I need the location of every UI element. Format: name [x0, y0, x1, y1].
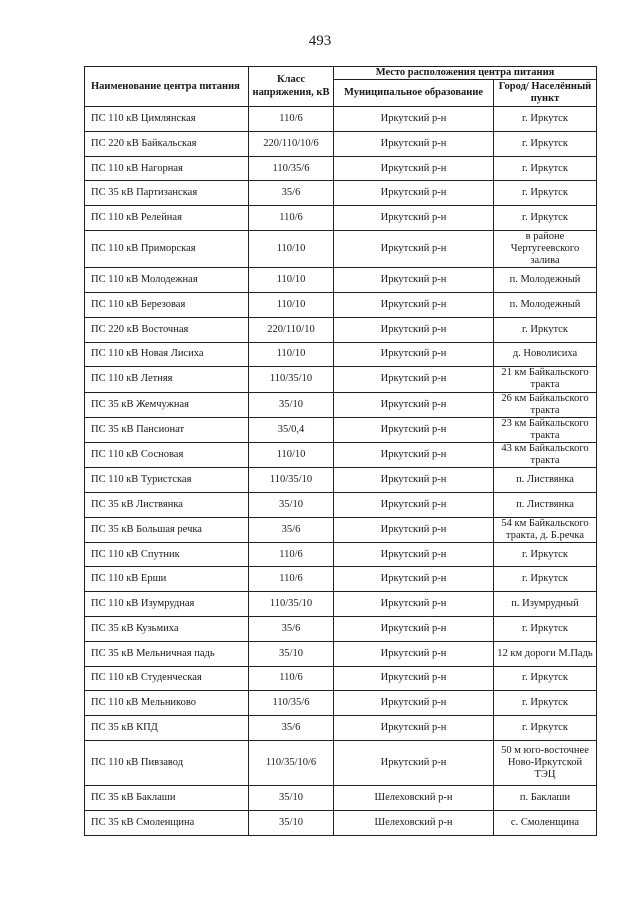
cell-voltage: 35/6 [249, 181, 334, 206]
cell-municipality: Иркутский р-н [334, 342, 494, 367]
table-row [85, 293, 597, 318]
cell-municipality: Иркутский р-н [334, 392, 494, 417]
cell-municipality: Иркутский р-н [334, 592, 494, 617]
table-row [85, 392, 597, 417]
cell-municipality: Шелеховский р-н [334, 810, 494, 835]
cell-name: ПС 35 кВ Большая речка [85, 517, 249, 542]
cell-city: д. Новолисиха [494, 342, 597, 367]
cell-municipality: Иркутский р-н [334, 442, 494, 467]
table-row [85, 517, 597, 542]
cell-city: г. Иркутск [494, 156, 597, 181]
cell-name: ПС 110 кВ Цимлянская [85, 107, 249, 132]
header-municipality: Муниципальное образование [334, 80, 494, 107]
cell-municipality: Иркутский р-н [334, 293, 494, 318]
cell-voltage: 110/35/10 [249, 467, 334, 492]
cell-city: г. Иркутск [494, 716, 597, 741]
cell-municipality: Иркутский р-н [334, 417, 494, 442]
cell-municipality: Иркутский р-н [334, 268, 494, 293]
cell-voltage: 110/6 [249, 107, 334, 132]
table-row [85, 181, 597, 206]
cell-voltage: 35/10 [249, 786, 334, 811]
cell-city: 21 км Байкальского тракта [494, 367, 597, 392]
cell-municipality: Иркутский р-н [334, 542, 494, 567]
table-row [85, 786, 597, 811]
cell-city: г. Иркутск [494, 181, 597, 206]
cell-city: 12 км дороги М.Падь [494, 641, 597, 666]
cell-name: ПС 110 кВ Туристская [85, 467, 249, 492]
cell-voltage: 110/35/10 [249, 592, 334, 617]
table-row [85, 542, 597, 567]
cell-voltage: 110/10 [249, 268, 334, 293]
cell-municipality: Иркутский р-н [334, 691, 494, 716]
cell-municipality: Иркутский р-н [334, 467, 494, 492]
cell-municipality: Иркутский р-н [334, 617, 494, 642]
cell-city: 50 м юго-восточнее Ново-Иркутской ТЭЦ [494, 741, 597, 786]
table-row [85, 156, 597, 181]
cell-name: ПС 110 кВ Студенческая [85, 666, 249, 691]
cell-city: 54 км Байкальского тракта, д. Б.речка [494, 517, 597, 542]
cell-name: ПС 110 кВ Изумрудная [85, 592, 249, 617]
table-row [85, 810, 597, 835]
cell-name: ПС 35 кВ Пансионат [85, 417, 249, 442]
cell-voltage: 110/10 [249, 231, 334, 268]
cell-name: ПС 220 кВ Восточная [85, 317, 249, 342]
table-row [85, 741, 597, 786]
cell-voltage: 35/10 [249, 492, 334, 517]
cell-voltage: 110/35/6 [249, 691, 334, 716]
cell-name: ПС 110 кВ Молодежная [85, 268, 249, 293]
cell-voltage: 110/6 [249, 542, 334, 567]
cell-municipality: Иркутский р-н [334, 317, 494, 342]
cell-municipality: Иркутский р-н [334, 367, 494, 392]
cell-voltage: 35/10 [249, 392, 334, 417]
cell-city: п. Молодежный [494, 293, 597, 318]
cell-municipality: Иркутский р-н [334, 156, 494, 181]
cell-name: ПС 35 кВ Листвянка [85, 492, 249, 517]
table-row [85, 367, 597, 392]
cell-name: ПС 35 кВ Партизанская [85, 181, 249, 206]
cell-voltage: 110/35/10/6 [249, 741, 334, 786]
cell-name: ПС 35 кВ Баклаши [85, 786, 249, 811]
cell-municipality: Иркутский р-н [334, 741, 494, 786]
table-row [85, 467, 597, 492]
cell-municipality: Иркутский р-н [334, 107, 494, 132]
table-row [85, 492, 597, 517]
cell-municipality: Иркутский р-н [334, 231, 494, 268]
cell-city: п. Листвянка [494, 467, 597, 492]
power-centers-table [84, 66, 597, 836]
cell-name: ПС 35 кВ Жемчужная [85, 392, 249, 417]
cell-voltage: 110/10 [249, 293, 334, 318]
table-row [85, 666, 597, 691]
cell-name: ПС 110 кВ Спутник [85, 542, 249, 567]
cell-city: п. Листвянка [494, 492, 597, 517]
cell-city: г. Иркутск [494, 542, 597, 567]
cell-municipality: Иркутский р-н [334, 641, 494, 666]
header-name: Наименование центра питания [85, 67, 249, 107]
cell-voltage: 110/6 [249, 666, 334, 691]
cell-voltage: 35/6 [249, 517, 334, 542]
cell-city: 26 км Байкальского тракта [494, 392, 597, 417]
cell-name: ПС 110 кВ Ерши [85, 567, 249, 592]
cell-name: ПС 35 кВ Кузьмиха [85, 617, 249, 642]
cell-name: ПС 110 кВ Релейная [85, 206, 249, 231]
table-row [85, 417, 597, 442]
table-row [85, 592, 597, 617]
cell-municipality: Иркутский р-н [334, 181, 494, 206]
cell-voltage: 110/6 [249, 206, 334, 231]
cell-city: г. Иркутск [494, 691, 597, 716]
cell-municipality: Иркутский р-н [334, 206, 494, 231]
table-row [85, 342, 597, 367]
table-row [85, 691, 597, 716]
cell-voltage: 35/6 [249, 716, 334, 741]
table-row [85, 206, 597, 231]
cell-name: ПС 110 кВ Нагорная [85, 156, 249, 181]
table-row [85, 617, 597, 642]
cell-name: ПС 35 кВ Смоленщина [85, 810, 249, 835]
cell-city: г. Иркутск [494, 107, 597, 132]
cell-city: 23 км Байкальского тракта [494, 417, 597, 442]
cell-city: в районе Чертугеевского залива [494, 231, 597, 268]
cell-voltage: 220/110/10/6 [249, 131, 334, 156]
table-row [85, 317, 597, 342]
table-row [85, 268, 597, 293]
table-row [85, 442, 597, 467]
cell-city: п. Изумрудный [494, 592, 597, 617]
table-row [85, 231, 597, 268]
cell-name: ПС 35 кВ Мельничная падь [85, 641, 249, 666]
cell-city: г. Иркутск [494, 617, 597, 642]
cell-city: 43 км Байкальского тракта [494, 442, 597, 467]
cell-name: ПС 220 кВ Байкальская [85, 131, 249, 156]
cell-voltage: 110/35/6 [249, 156, 334, 181]
cell-name: ПС 110 кВ Приморская [85, 231, 249, 268]
cell-voltage: 110/6 [249, 567, 334, 592]
cell-name: ПС 110 кВ Сосновая [85, 442, 249, 467]
cell-city: с. Смоленщина [494, 810, 597, 835]
cell-city: г. Иркутск [494, 206, 597, 231]
cell-municipality: Иркутский р-н [334, 716, 494, 741]
cell-municipality: Иркутский р-н [334, 517, 494, 542]
table-row [85, 716, 597, 741]
cell-voltage: 35/0,4 [249, 417, 334, 442]
cell-name: ПС 110 кВ Березовая [85, 293, 249, 318]
cell-voltage: 35/10 [249, 641, 334, 666]
cell-city: г. Иркутск [494, 131, 597, 156]
cell-city: г. Иркутск [494, 666, 597, 691]
cell-name: ПС 110 кВ Летняя [85, 367, 249, 392]
cell-name: ПС 110 кВ Мельниково [85, 691, 249, 716]
cell-municipality: Иркутский р-н [334, 666, 494, 691]
header-location: Место расположения центра питания [334, 67, 597, 80]
cell-municipality: Иркутский р-н [334, 567, 494, 592]
table-row [85, 567, 597, 592]
cell-city: г. Иркутск [494, 567, 597, 592]
page-number: 493 [308, 33, 332, 49]
cell-municipality: Иркутский р-н [334, 492, 494, 517]
header-voltage: Класс напряжения, кВ [249, 67, 334, 107]
cell-voltage: 110/10 [249, 442, 334, 467]
cell-city: г. Иркутск [494, 317, 597, 342]
table-row [85, 641, 597, 666]
cell-municipality: Иркутский р-н [334, 131, 494, 156]
cell-voltage: 110/10 [249, 342, 334, 367]
table-row [85, 107, 597, 132]
cell-voltage: 110/35/10 [249, 367, 334, 392]
cell-city: п. Молодежный [494, 268, 597, 293]
table-body [85, 107, 597, 836]
cell-city: п. Баклаши [494, 786, 597, 811]
cell-voltage: 220/110/10 [249, 317, 334, 342]
cell-name: ПС 110 кВ Пивзавод [85, 741, 249, 786]
cell-municipality: Шелеховский р-н [334, 786, 494, 811]
cell-voltage: 35/6 [249, 617, 334, 642]
cell-voltage: 35/10 [249, 810, 334, 835]
cell-name: ПС 35 кВ КПД [85, 716, 249, 741]
table-row [85, 131, 597, 156]
cell-name: ПС 110 кВ Новая Лисиха [85, 342, 249, 367]
header-city: Город/ Населённый пункт [494, 80, 597, 107]
